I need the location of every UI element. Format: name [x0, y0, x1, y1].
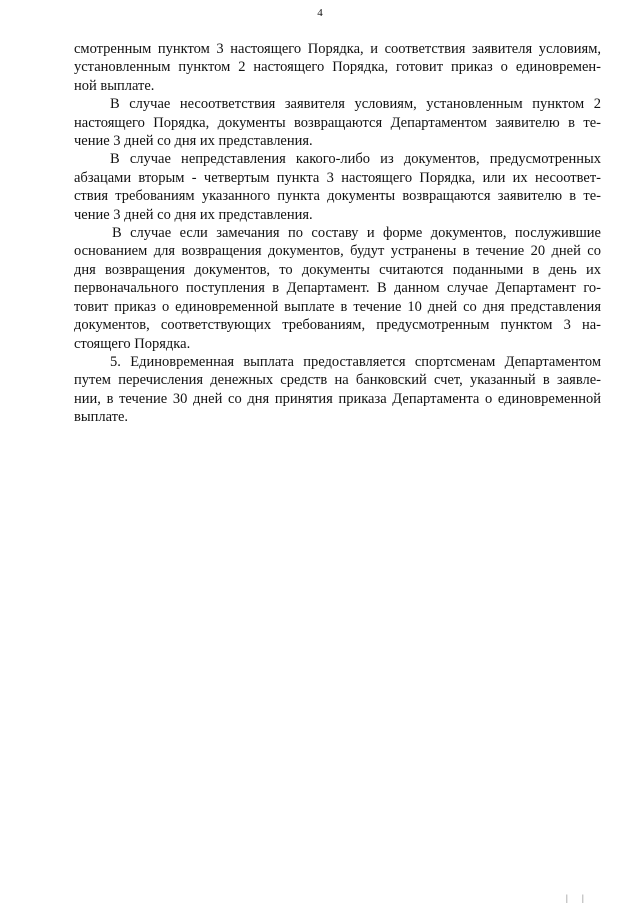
text-line: настоящего Порядка, документы возвращаются Департаментом заявителю в те- — [74, 114, 601, 131]
text-line: дня возвращения документов, то документы считаются поданными в день их — [74, 261, 601, 278]
text-line: документов, соответствующих требованиям, предусмотренным пунктом 3 на- — [74, 317, 601, 334]
text-line: чение 3 дней со дня их представления. — [74, 206, 313, 223]
text-line: ствия требованиям указанного пункта документы возвращаются заявителю в те- — [74, 188, 601, 205]
text-line: 5. Единовременная выплата предоставляется спортсменам Департаментом — [110, 353, 601, 370]
text-line: основанием для возвращения документов, будут устранены в течение 20 дней со — [74, 243, 601, 260]
paragraph-4 — [74, 224, 601, 353]
text-line: нии, в течение 30 дней со дня принятия приказа Департамента о единовременной — [74, 390, 601, 407]
page-number: 4 — [317, 7, 323, 19]
text-line: В случае несоответствия заявителя условиям, установленным пунктом 2 — [110, 96, 601, 113]
text-line: путем перечисления денежных средств на банковский счет, указанный в заявле- — [74, 372, 601, 389]
text-line: стоящего Порядка. — [74, 335, 191, 352]
paragraph-5 — [74, 353, 601, 427]
corner-scan-mark: | | — [566, 893, 590, 903]
paragraph-2 — [74, 95, 601, 150]
text-line: В случае непредставления какого-либо из документов, предусмотренных — [110, 151, 601, 168]
text-line: товит приказ о единовременной выплате в течение 10 дней со дня представления — [74, 298, 601, 315]
text-line: первоначального поступления в Департамент. В данном случае Департамент го- — [74, 280, 601, 297]
text-line: чение 3 дней со дня их представления. — [74, 133, 313, 150]
text-line: ной выплате. — [74, 77, 155, 94]
text-line: смотренным пунктом 3 настоящего Порядка, и соответствия заявителя условиям, — [74, 41, 601, 57]
document-body — [74, 40, 601, 427]
paragraph-1 — [74, 40, 601, 95]
paragraph-3 — [74, 150, 601, 224]
text-line: абзацами вторым - четвертым пункта 3 настоящего Порядка, или их несоответ- — [74, 169, 601, 186]
text-line: установленным пунктом 2 настоящего Порядка, готовит приказ о единовремен- — [74, 59, 601, 76]
text-line: В случае если замечания по составу и форме документов, послужившие — [112, 225, 601, 242]
text-line: выплате. — [74, 409, 129, 426]
